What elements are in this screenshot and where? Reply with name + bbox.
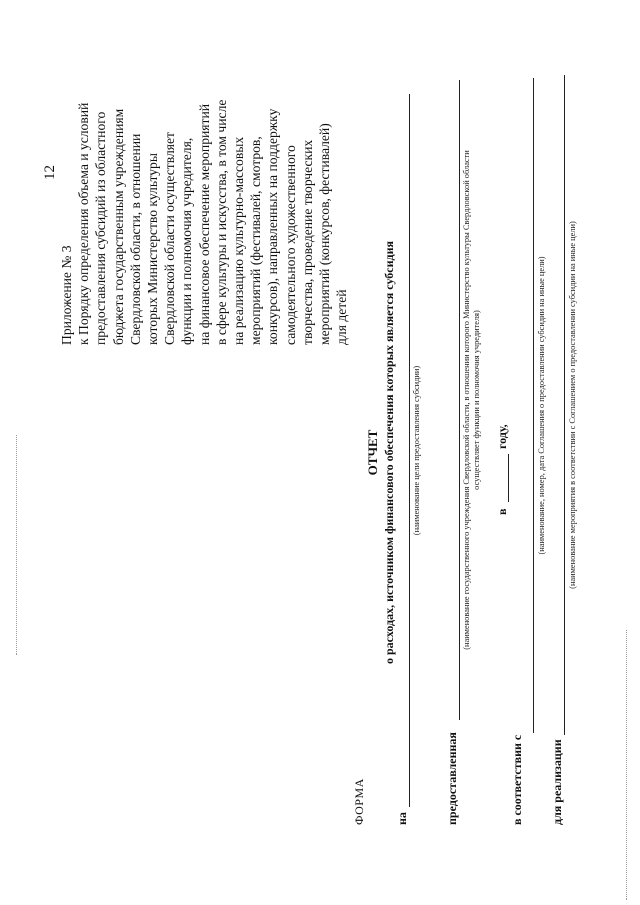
na-field-line[interactable] xyxy=(409,94,410,807)
provided-caption-line1: (наименование государственного учреждения Свердловской области, в отношении которого Министерство культуры Свердловской области xyxy=(462,150,471,650)
appendix-line: на финансовое обеспечение мероприятий xyxy=(196,103,212,345)
appendix-line: Свердловской области осуществляет xyxy=(162,132,178,345)
provided-caption-line2: осуществляет функции и полномочия учредителя) xyxy=(472,310,481,490)
scan-edge-mark xyxy=(16,435,17,655)
provided-field-line[interactable] xyxy=(459,80,460,720)
provided-label: предоставленная xyxy=(445,732,459,825)
accordance-caption: (наименование, номер, дата Соглашения о предоставлении субсидии на иные цели) xyxy=(537,256,546,555)
appendix-line: Приложение № 3 xyxy=(59,245,74,345)
appendix-line: предоставления субсидий из областного xyxy=(93,111,109,345)
accordance-label: в соответствии с xyxy=(510,734,524,825)
na-caption: (наименование цели предоставления субсидии) xyxy=(412,365,421,536)
accordance-field-line[interactable] xyxy=(533,78,534,733)
na-label: на xyxy=(395,812,409,825)
appendix-line: к Порядку определения объема и условий xyxy=(76,102,92,345)
appendix-line: творчества, проведение творческих xyxy=(299,139,315,345)
appendix-line: Свердловской области, в отношении xyxy=(127,133,143,345)
implementation-caption: (наименование мероприятия в соответствии с Соглашением о предоставлении субсидии на иные цели) xyxy=(568,221,577,589)
implementation-label: для реализации xyxy=(550,739,564,825)
appendix-header xyxy=(58,15,350,345)
appendix-line: в сфере культуры и искусства, в том числе xyxy=(213,99,229,345)
implementation-field-line[interactable] xyxy=(564,75,565,735)
report-subtitle: о расходах, источником финансового обеспечения которых является субсидия xyxy=(382,240,396,665)
appendix-line: самодеятельного художественного xyxy=(282,145,298,345)
appendix-line: мероприятий (конкурсов, фестивалей) xyxy=(317,123,333,345)
report-title: ОТЧЕТ xyxy=(365,429,380,476)
year-prefix: в xyxy=(495,508,509,515)
appendix-line: которых Министерство культуры xyxy=(145,153,161,345)
appendix-line: для детей xyxy=(334,289,350,345)
year-suffix: году, xyxy=(495,424,509,449)
appendix-line: функции и полномочия учредителя, xyxy=(179,137,195,345)
appendix-line: конкурсов), направленных на поддержку xyxy=(265,108,281,345)
appendix-line: мероприятий (фестивалей, смотров, xyxy=(248,136,264,345)
appendix-line: на реализацию культурно-массовых xyxy=(231,136,247,345)
page-number: 12 xyxy=(42,165,58,180)
year-field-line[interactable] xyxy=(508,454,509,502)
appendix-line: бюджета государственным учреждениям xyxy=(110,108,126,345)
form-label: ФОРМА xyxy=(352,778,366,825)
scan-edge-mark xyxy=(626,630,627,900)
